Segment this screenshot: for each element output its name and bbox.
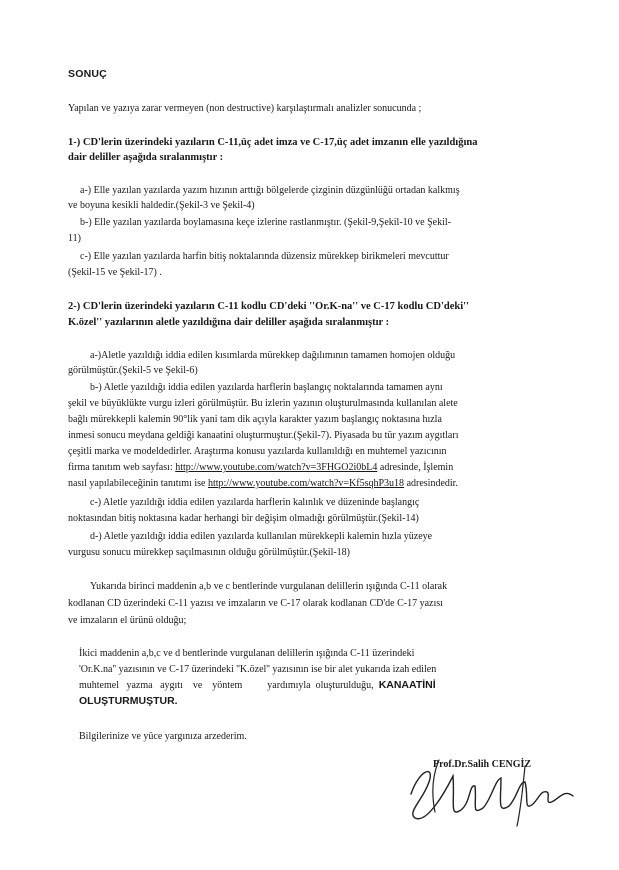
section1-item-a-line1: a-) Elle yazılan yazılarda yazım hızının arttığı bölgelerde çizginin düzgünlüğü ortadan kalkmış — [80, 185, 460, 196]
section1-title-line1: 1-) CD'lerin üzerindeki yazıların C-11,üç adet imza ve C-17,üç adet imzanın elle yazıldığına — [68, 137, 478, 148]
signature-name: Prof.Dr.Salih CENGİZ — [433, 759, 532, 770]
conclusion1-line2: kodlanan CD üzerindeki C-11 yazısı ve imzaların ve C-17 olarak kodlanan CD'de C-17 yazısı — [68, 598, 443, 609]
section2-title-line2: K.özel'' yazılarının aletle yazıldığına dair deliller aşağıda sıralanmıştır : — [68, 317, 390, 328]
section2-item-c-line2: noktasından bitiş noktasına kadar herhangi bir değişim olmadığı görülmüştür.(Şekil-14) — [68, 513, 419, 524]
section2-item-b-line7 — [68, 477, 458, 490]
section2-item-b-line6-prefix: firma tanıtım web sayfası: — [68, 462, 176, 473]
section2-item-b-line2: şekil ve büyüklükte vurgu izleri görülmüştür. Bu izlerin yazının oluşturulmasında kullanılan alete — [68, 398, 458, 409]
section-heading: SONUÇ — [68, 68, 107, 80]
handwritten-signature — [405, 752, 580, 832]
section1-title-line2: dair deliller aşağıda sıralanmıştır : — [68, 152, 224, 163]
section2-item-d-line2: vurgusu sonucu mürekkep saçılmasının olduğu görülmüştür.(Şekil-18) — [68, 547, 351, 558]
section2-item-b-line1: b-) Aletle yazıldığı iddia edilen yazılarda harflerin başlangıç noktalarında tamamen aynı — [90, 382, 443, 393]
section1-item-c-line1: c-) Elle yazılan yazılarda harfin bitiş noktalarında düzensiz mürekkep birikmeleri mevcuttur — [80, 251, 449, 262]
section2-item-b-line7-prefix: nasıl yapılabileceğinin tanıtımı ise — [68, 478, 208, 489]
conclusion1-line1: Yukarıda birinci maddenin a,b ve c bentlerinde vurgulanan delillerin ışığında C-11 olarak — [90, 581, 448, 592]
section2-item-b-line7-suffix: adresindedir. — [404, 478, 458, 489]
section1-item-a-line2: ve boyuna kesikli haldedir.(Şekil-3 ve Şekil-4) — [68, 200, 255, 211]
youtube-link-2[interactable]: http://www.youtube.com/watch?v=Kf5sqhP3u18 — [207, 478, 405, 489]
section1-item-b-line2: 11) — [68, 233, 81, 244]
intro-text: Yapılan ve yazıya zarar vermeyen (non destructive) karşılaştırmalı analizler sonucunda ; — [68, 103, 422, 114]
section2-item-b-line5: çeşitli marka ve modeldedirler. Araştırma konusu yazılarda kullanıldığı en muhtemel yazıcının — [68, 446, 447, 457]
section2-item-a-line2: görülmüştür.(Şekil-5 ve Şekil-6) — [68, 365, 198, 376]
section2-item-b-line4: inmesi sonucu meydana geldiği kanaatini oluşturmuştur.(Şekil-7). Piyasada bu tür yazım aygıtları — [68, 430, 459, 441]
section2-item-a-line1: a-)Aletle yazıldığı iddia edilen kısımlarda mürekkep dağılımının tamamen homojen olduğu — [90, 350, 456, 361]
section2-title-line1: 2-) CD'lerin üzerindeki yazıların C-11 kodlu CD'deki ''Or.K-na'' ve C-17 kodlu CD'deki'' — [68, 301, 469, 312]
section2-item-d-line1: d-) Aletle yazıldığı iddia edilen yazılarda kullanılan mürekkepli kalemin hızla yüzeye — [90, 531, 433, 542]
conclusion2-line2: 'Or.K.na'' yazısının ve C-17 üzerindeki ''K.özel'' yazısının ise bir alet yukarıda izah edilen — [79, 664, 437, 675]
section1-item-b-line1: b-) Elle yazılan yazılarda boylamasına keçe izlerine rastlanmıştır. (Şekil-9,Şekil-10 ve Şekil- — [80, 217, 451, 228]
section2-item-b-line6 — [68, 461, 453, 474]
conclusion1-line3: ve imzaların el ürünü olduğu; — [68, 615, 187, 626]
conclusion2-line3-part-b: yardımıyla oluşturulduğu, — [267, 680, 374, 691]
conclusion2-emphasis: KANAATİNİ — [378, 679, 436, 691]
conclusion2-line3-part-a: muhtemel yazma aygıtı ve yöntem — [79, 680, 243, 691]
conclusion2-line1: İkici maddenin a,b,c ve d bentlerinde vurgulanan delillerin ışığında C-11 üzerindeki — [79, 648, 415, 659]
conclusion2-line4: OLUŞTURMUŞTUR. — [79, 695, 178, 707]
section1-item-c-line2: (Şekil-15 ve Şekil-17) . — [68, 267, 162, 278]
section2-item-b-line3: bağlı mürekkepli kalemin 90°lik yani tam dik açıyla karakter yazım başlangıç noktasına hızla — [68, 414, 442, 425]
closing-text: Bilgilerinize ve yüce yargınıza arzederim. — [79, 731, 247, 742]
conclusion2-line3 — [79, 679, 436, 692]
section2-item-b-line6-suffix: adresinde, İşlemin — [377, 462, 454, 473]
section2-item-c-line1: c-) Aletle yazıldığı iddia edilen yazılarda harflerin kalınlık ve düzeninde başlangıç — [90, 497, 420, 508]
youtube-link-1[interactable]: http://www.youtube.com/watch?v=3FHGO2i0bL4 — [175, 462, 378, 473]
